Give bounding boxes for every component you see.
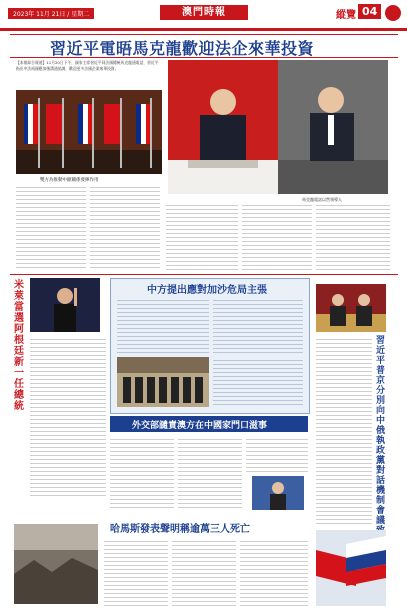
leaders-illustration: [168, 60, 388, 194]
gaza-body-col-2: [213, 297, 303, 353]
mfa-photo: [252, 476, 304, 510]
bottom-body-col-3: [240, 538, 308, 606]
lead-headline-bar: [10, 34, 398, 58]
page-number: 04: [358, 4, 381, 19]
flag-photo: [316, 530, 386, 606]
right-story-headline: 習近平普京分別向中俄執政黨對話機制會議: [376, 336, 386, 526]
bottom-headline: 哈馬斯發表聲明稱逾萬三人死亡: [110, 524, 250, 535]
gaza-box: [110, 278, 310, 414]
right-story-body: [316, 336, 372, 526]
lead-headline: 習近平電晤馬克龍歡迎法企來華投資: [50, 39, 315, 58]
mfa-body-col-3: [246, 436, 308, 472]
bottom-photo: [14, 524, 98, 604]
issue-date: 2023年 11月 21日 / 星期二: [8, 8, 94, 19]
mfa-headline: 外交部譴責澳方在中國家門口滋事: [132, 421, 268, 431]
spokesperson-illustration: [252, 476, 304, 510]
mfa-headline-bar: [110, 416, 308, 432]
flags-crossed-illustration: [316, 530, 386, 606]
bottom-body-col-1: [104, 538, 168, 606]
gaza-photo: [117, 357, 209, 407]
lead-photo1-caption: 雙方為推動中歐關係發揮作用: [40, 178, 99, 183]
xi-putin-illustration: [316, 284, 386, 332]
milei-illustration: [30, 278, 100, 332]
milei-photo: [30, 278, 100, 332]
gaza-headline: 中方提出應對加沙危局主張: [147, 285, 267, 296]
section-name: 縱覽: [336, 10, 356, 21]
mfa-body-col-1: [110, 436, 174, 510]
lead-body-col-1: [16, 184, 86, 270]
flags-illustration: [16, 90, 162, 174]
lead-photo-leaders: [168, 60, 388, 194]
divider: [10, 274, 398, 275]
gaza-group-illustration: [117, 357, 209, 407]
xi-putin-photo: [316, 284, 386, 332]
lead-body-col-5: [316, 202, 390, 270]
lead-body-col-2: [90, 184, 160, 270]
milei-body: [30, 336, 106, 496]
bottom-body-col-2: [172, 538, 236, 606]
lead-intro: 【本報綜合報道】11月20日下午，國家主席習近平同法國總統馬克龍通電話，習近平指出中法兩國應加強溝通協調，歡迎更多法國企業來華投資。: [16, 60, 159, 71]
masthead: 澳門時報: [160, 5, 248, 20]
lead-photo2-caption: 馬克龍電話以然領導人: [302, 197, 342, 202]
lead-photo-flags: [16, 90, 162, 174]
gaza-body-col-3: [213, 357, 303, 407]
mfa-body-col-2: [178, 436, 242, 510]
lead-body-col-4: [242, 202, 312, 270]
rubble-illustration: [14, 524, 98, 604]
lead-body-col-3: [166, 202, 238, 270]
gaza-body-col-1: [117, 297, 209, 353]
milei-headline: 米萊當選阿根廷新一任總統: [14, 280, 24, 412]
logo-icon: [385, 5, 401, 21]
page-header: [0, 0, 407, 31]
